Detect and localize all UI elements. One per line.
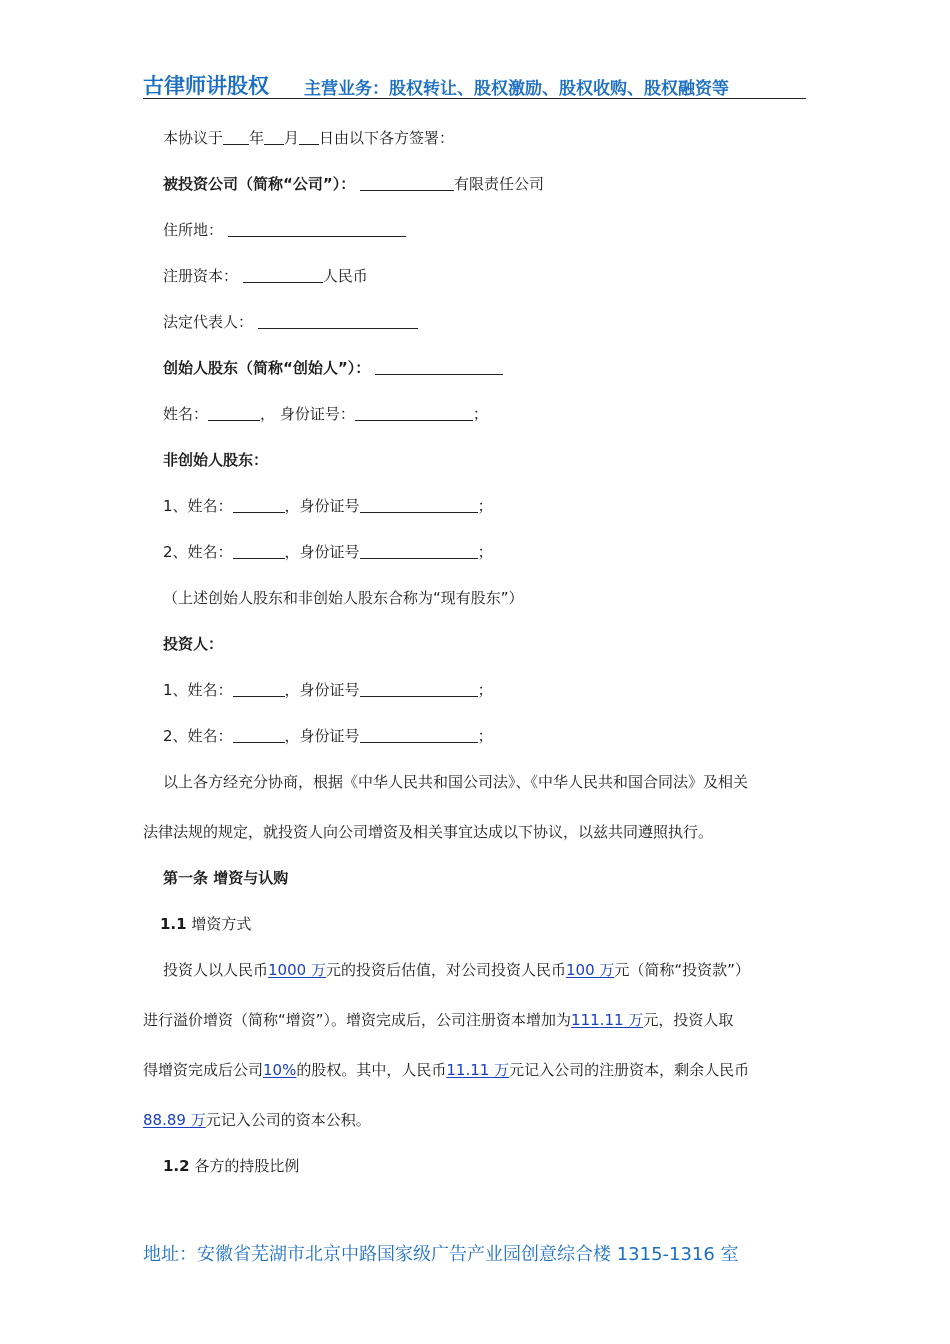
clause-line [143, 1010, 733, 1030]
line-end: ； [477, 681, 493, 699]
clause-text: 得增资完成后公司 [143, 1061, 264, 1079]
row-name-label: 1、姓名： [163, 681, 233, 699]
founder-name-label: 姓名： [163, 405, 209, 423]
row-id-label: ，身份证号 [284, 543, 360, 561]
year-blank [223, 129, 249, 145]
day-blank [299, 129, 319, 145]
preamble-line: 以上各方经充分协商，根据《中华人民共和国公司法》、《中华人民共和国合同法》及相关 [163, 773, 749, 791]
address-blank [228, 221, 406, 237]
company-label: 被投资公司（简称“公司”）： [163, 175, 356, 193]
month-blank [264, 129, 284, 145]
non-founder-label: 非创始人股东： [163, 451, 269, 469]
month-label: 月 [284, 129, 300, 147]
capital-blank [243, 267, 323, 283]
section-heading [160, 914, 251, 934]
id-blank [360, 543, 478, 559]
clause-line [143, 1060, 749, 1080]
id-blank [360, 681, 478, 697]
business-scope: 主营业务：股权转让、股权激励、股权收购、股权融资等 [304, 79, 729, 99]
line-end: ； [472, 405, 488, 423]
founder-blank [375, 359, 503, 375]
legal-rep-blank [258, 313, 418, 329]
clause-text: 的股权。其中，人民币 [296, 1061, 447, 1079]
clause-text: 元记入公司的注册资本，剩余人民币 [509, 1061, 750, 1079]
equity-percent-value[interactable]: 10% [263, 1061, 297, 1079]
capital-increase-value[interactable]: 11.11 万 [446, 1061, 510, 1079]
name-blank [233, 497, 285, 513]
row-name-label: 1、姓名： [163, 497, 233, 515]
capital-line [163, 266, 368, 286]
investor-row [163, 726, 493, 746]
clause-text: 投资人以人民币 [163, 961, 269, 979]
investor-row [163, 680, 493, 700]
company-line [163, 174, 544, 194]
section-title: 各方的持股比例 [189, 1157, 300, 1175]
preamble-line: 法律法规的规定，就投资人向公司增资及相关事宜达成以下协议，以兹共同遵照执行。 [143, 823, 714, 841]
clause-text: 元（简称“投资款”） [614, 961, 750, 979]
capital-reserve-value[interactable]: 88.89 万 [143, 1111, 206, 1129]
row-id-label: ，身份证号 [284, 681, 360, 699]
clause-line [163, 960, 750, 980]
intro-line [163, 128, 454, 148]
id-blank [360, 727, 478, 743]
founder-id-label: 身份证号： [279, 405, 355, 423]
brand-title: 古律师讲股权 [143, 74, 269, 98]
clause-text: 进行溢价增资（简称“增资”）。增资完成后，公司注册资本增加为 [143, 1011, 572, 1029]
section-title: 增资方式 [186, 915, 252, 933]
separator: ， [260, 405, 276, 423]
shareholders-note: （上述创始人股东和非创始人股东合称为“现有股东”） [163, 589, 524, 607]
address-line [163, 220, 406, 240]
founder-name-blank [208, 405, 260, 421]
company-suffix: 有限责任公司 [454, 175, 545, 193]
investor-label: 投资人： [163, 635, 224, 653]
non-founder-row [163, 542, 493, 562]
legal-rep-line [163, 312, 418, 332]
page-header [143, 66, 806, 99]
line-end: ； [477, 497, 493, 515]
capital-label: 注册资本： [163, 267, 239, 285]
section-number: 1.1 [160, 915, 187, 933]
clause-text: 元的投资后估值，对公司投资人民币 [325, 961, 566, 979]
founder-label: 创始人股东（简称“创始人”）： [163, 359, 371, 377]
section-number: 1.2 [163, 1157, 190, 1175]
clause-line [143, 1110, 371, 1130]
row-id-label: ，身份证号 [284, 497, 360, 515]
founder-line [163, 358, 503, 378]
non-founder-row [163, 496, 493, 516]
valuation-value[interactable]: 1000 万 [268, 961, 326, 979]
row-name-label: 2、姓名： [163, 727, 233, 745]
row-id-label: ，身份证号 [284, 727, 360, 745]
id-blank [360, 497, 478, 513]
name-blank [233, 543, 285, 559]
company-name-blank [360, 175, 454, 191]
line-end: ； [477, 543, 493, 561]
registered-capital-value[interactable]: 111.11 万 [571, 1011, 644, 1029]
name-blank [233, 727, 285, 743]
capital-suffix: 人民币 [322, 267, 368, 285]
legal-rep-label: 法定代表人： [163, 313, 254, 331]
day-label: 日由以下各方签署： [319, 129, 455, 147]
founder-id-blank [355, 405, 473, 421]
name-blank [233, 681, 285, 697]
footer-address: 地址：安徽省芜湖市北京中路国家级广告产业园创意综合楼 1315-1316 室 [143, 1244, 739, 1265]
article-title: 第一条 增资与认购 [163, 869, 289, 887]
founder-id-line [163, 404, 488, 424]
line-end: ； [477, 727, 493, 745]
year-label: 年 [249, 129, 265, 147]
clause-text: 元，投资人取 [643, 1011, 734, 1029]
intro-text: 本协议于 [163, 129, 224, 147]
section-heading [163, 1156, 299, 1176]
investment-value[interactable]: 100 万 [565, 961, 615, 979]
address-label: 住所地： [163, 221, 224, 239]
row-name-label: 2、姓名： [163, 543, 233, 561]
clause-text: 元记入公司的资本公积。 [205, 1111, 371, 1129]
